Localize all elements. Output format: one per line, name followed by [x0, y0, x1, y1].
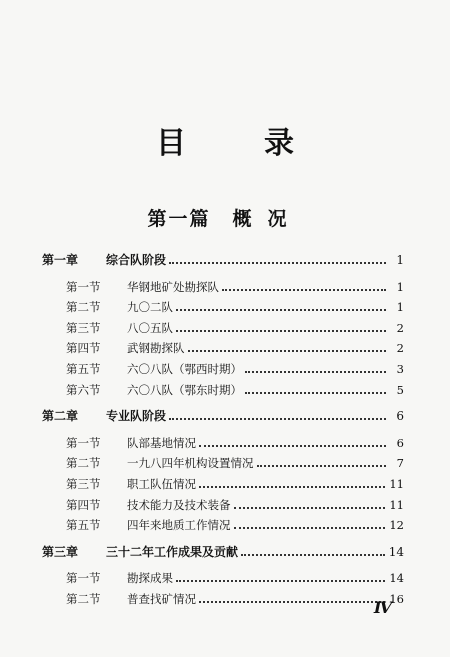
- chapter-number: 第一章: [42, 253, 79, 267]
- section-number: 第一节: [66, 435, 101, 450]
- page-ref: 6: [396, 409, 404, 424]
- section-title: 普查找矿情况: [127, 591, 196, 606]
- section-number: 第五节: [66, 361, 101, 376]
- section-number: 第六节: [66, 382, 101, 397]
- section-title: 队部基地情况: [127, 435, 196, 450]
- dot-leader: [169, 417, 386, 420]
- dot-leader: [169, 261, 386, 264]
- section-title: 八〇五队: [127, 320, 173, 335]
- section-number: 第一节: [66, 571, 101, 586]
- section-title: 勘探成果: [127, 571, 173, 586]
- page-ref: 1: [396, 300, 404, 315]
- section-title: 九〇二队: [127, 300, 173, 315]
- page-ref: 3: [396, 361, 404, 376]
- page-title: [0, 118, 450, 162]
- dot-leader: [222, 288, 386, 291]
- page-ref: 14: [388, 544, 404, 559]
- chapter-title: 专业队阶段: [106, 409, 167, 424]
- section-entry: [42, 589, 404, 610]
- page-ref: 1: [396, 253, 404, 267]
- section-title: 华钢地矿处勘探队: [127, 279, 219, 294]
- section-entry: [42, 453, 404, 474]
- section-title: 四年来地质工作情况: [127, 518, 231, 533]
- page-ref: 12: [389, 518, 404, 533]
- title-char-2: 录: [264, 126, 294, 161]
- section-number: 第五节: [66, 518, 101, 533]
- dot-leader: [199, 444, 386, 447]
- page-ref: 6: [396, 435, 404, 450]
- section-entry: [42, 277, 404, 298]
- section-title: 技术能力及技术装备: [127, 497, 231, 512]
- page-ref: 2: [396, 320, 404, 335]
- part-label: 第一篇: [147, 208, 211, 230]
- dot-leader: [176, 579, 385, 582]
- dot-leader: [199, 600, 385, 603]
- chapter-number: 第二章: [42, 409, 79, 424]
- section-entry: [42, 318, 404, 339]
- section-number: 第二节: [66, 591, 101, 606]
- chapter-entry: [42, 406, 404, 427]
- chapter-entry: [42, 250, 404, 271]
- page-number: Ⅳ: [373, 598, 392, 617]
- section-number: 第二节: [66, 300, 101, 315]
- page-ref: 2: [396, 341, 404, 356]
- section-entry: [42, 474, 404, 495]
- page-ref: 11: [389, 497, 404, 512]
- dot-leader: [245, 391, 386, 394]
- section-entry: [42, 495, 404, 516]
- section-entry: [42, 297, 404, 318]
- section-entry: [42, 515, 404, 536]
- page-ref: 7: [396, 456, 404, 471]
- section-number: 第四节: [66, 341, 101, 356]
- section-number: 第三节: [66, 320, 101, 335]
- dot-leader: [188, 349, 387, 352]
- chapter-entry: [42, 542, 404, 563]
- section-entry: [42, 568, 404, 589]
- dot-leader: [176, 329, 386, 332]
- section-title: 一九八四年机构设置情况: [127, 456, 254, 471]
- dot-leader: [234, 526, 386, 529]
- table-of-contents: [42, 250, 404, 610]
- section-entry: [42, 359, 404, 380]
- chapter-title: 综合队阶段: [106, 253, 167, 267]
- page-ref: 5: [396, 382, 404, 397]
- section-title: 六〇八队（鄂西时期）: [127, 361, 242, 376]
- section-entry: [42, 338, 404, 359]
- chapter-number: 第三章: [42, 544, 79, 559]
- dot-leader: [199, 485, 385, 488]
- section-number: 第三节: [66, 476, 101, 491]
- section-title: 武钢勘探队: [127, 341, 185, 356]
- section-title: 六〇八队（鄂东时期）: [127, 382, 242, 397]
- section-title: 职工队伍情况: [127, 476, 196, 491]
- chapter-title: 三十二年工作成果及贡献: [106, 544, 239, 559]
- section-number: 第一节: [66, 279, 101, 294]
- dot-leader: [241, 553, 385, 556]
- dot-leader: [257, 464, 387, 467]
- page-ref: 11: [389, 476, 404, 491]
- page-ref: 14: [389, 571, 404, 586]
- page-ref: 1: [396, 279, 404, 294]
- section-entry: [42, 433, 404, 454]
- section-entry: [42, 380, 404, 401]
- title-char-1: 目: [156, 126, 186, 161]
- section-number: 第四节: [66, 497, 101, 512]
- dot-leader: [176, 308, 386, 311]
- dot-leader: [234, 506, 386, 509]
- dot-leader: [245, 370, 386, 373]
- section-number: 第二节: [66, 456, 101, 471]
- page-ref: 16: [389, 591, 404, 606]
- part-name: 概况: [232, 208, 303, 230]
- part-heading: [0, 204, 450, 231]
